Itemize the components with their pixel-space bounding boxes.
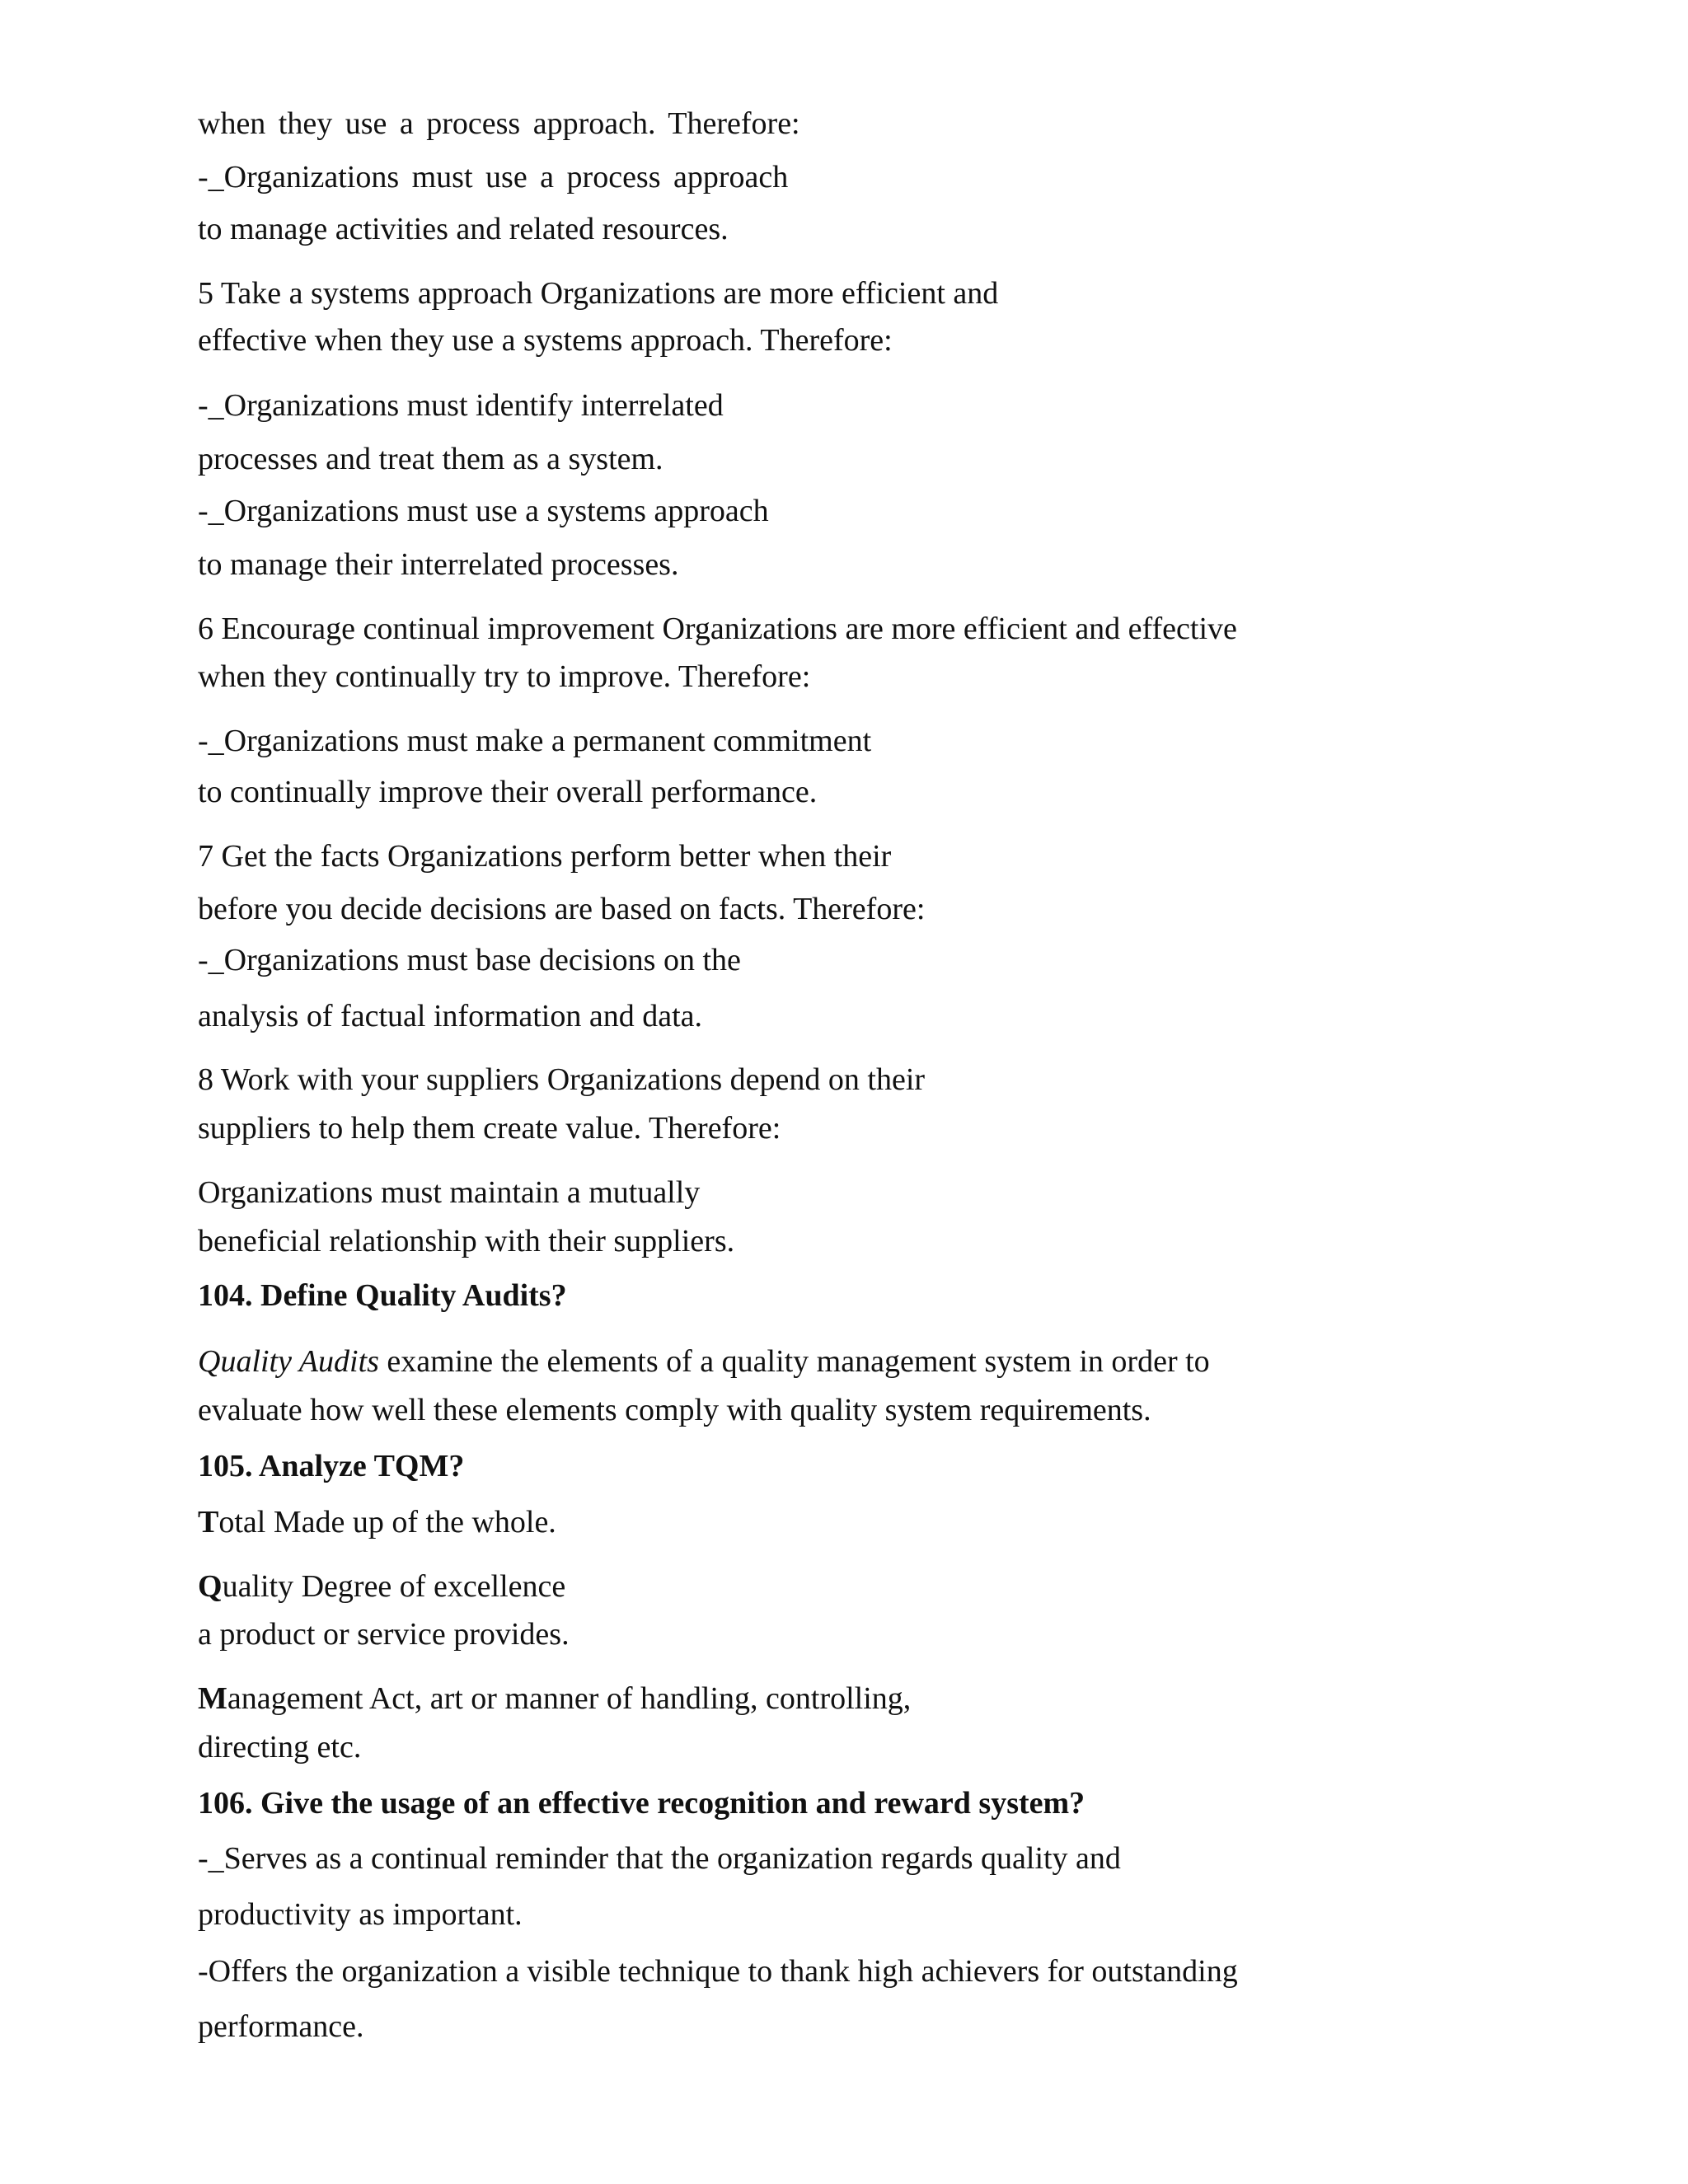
text-line: -_Organizations must use a process approach bbox=[198, 160, 789, 194]
principle-8-heading-line: 8 Work with your suppliers Organizations depend on their bbox=[198, 1062, 926, 1097]
text-line: when they use a process approach. Therefore: bbox=[198, 106, 800, 141]
tqm-q-letter: Q bbox=[198, 1569, 223, 1604]
text-line: to manage activities and related resources. bbox=[198, 212, 729, 246]
text-line bbox=[198, 1343, 1210, 1380]
text-line: when they continually try to improve. Therefore: bbox=[198, 659, 811, 694]
text-line: evaluate how well these elements comply with quality system requirements. bbox=[198, 1393, 1151, 1427]
tqm-t-line bbox=[198, 1504, 556, 1540]
text-line: performance. bbox=[198, 2009, 364, 2044]
text-line: processes and treat them as a system. bbox=[198, 442, 663, 476]
text-line: productivity as important. bbox=[198, 1897, 523, 1932]
text-line: analysis of factual information and data. bbox=[198, 999, 703, 1033]
text-line: -_Organizations must make a permanent commitment bbox=[198, 724, 872, 758]
definition-text: examine the elements of a quality management system in order to bbox=[378, 1344, 1210, 1379]
text-line: effective when they use a systems approach. Therefore: bbox=[198, 323, 893, 358]
text-line: -_Serves as a continual reminder that the organization regards quality and bbox=[198, 1841, 1121, 1876]
text-line: a product or service provides. bbox=[198, 1617, 570, 1652]
text-line: -Offers the organization a visible technique to thank high achievers for outstanding bbox=[198, 1954, 1238, 1989]
text-line: -_Organizations must base decisions on the bbox=[198, 943, 741, 977]
text-line: to manage their interrelated processes. bbox=[198, 547, 679, 582]
tqm-q-text: uality Degree of excellence bbox=[222, 1569, 566, 1604]
tqm-t-text: otal Made up of the whole. bbox=[218, 1505, 556, 1540]
text-line: -_Organizations must identify interrelated bbox=[198, 388, 724, 423]
tqm-t-letter: T bbox=[198, 1505, 219, 1540]
principle-6-heading-line: 6 Encourage continual improvement Organizations are more efficient and effective bbox=[198, 612, 1237, 646]
text-line: before you decide decisions are based on facts. Therefore: bbox=[198, 892, 926, 926]
text-line: directing etc. bbox=[198, 1730, 362, 1765]
text-line: to continually improve their overall performance. bbox=[198, 775, 818, 809]
tqm-m-letter: M bbox=[198, 1681, 227, 1716]
question-106-heading: 106. Give the usage of an effective recognition and reward system? bbox=[198, 1786, 1085, 1821]
tqm-m-line bbox=[198, 1680, 911, 1717]
principle-7-heading-line: 7 Get the facts Organizations perform better when their bbox=[198, 839, 892, 874]
tqm-q-line bbox=[198, 1568, 565, 1605]
principle-5-heading-line: 5 Take a systems approach Organizations are more efficient and bbox=[198, 276, 999, 311]
tqm-m-text: anagement Act, art or manner of handling, controlling, bbox=[227, 1681, 912, 1716]
text-line: beneficial relationship with their suppliers. bbox=[198, 1224, 735, 1258]
quality-audits-term: Quality Audits bbox=[198, 1344, 379, 1379]
text-line: Organizations must maintain a mutually bbox=[198, 1175, 701, 1210]
text-line: -_Organizations must use a systems approach bbox=[198, 494, 769, 528]
question-104-heading: 104. Define Quality Audits? bbox=[198, 1278, 567, 1313]
question-105-heading: 105. Analyze TQM? bbox=[198, 1449, 465, 1483]
text-line: suppliers to help them create value. Therefore: bbox=[198, 1111, 781, 1146]
